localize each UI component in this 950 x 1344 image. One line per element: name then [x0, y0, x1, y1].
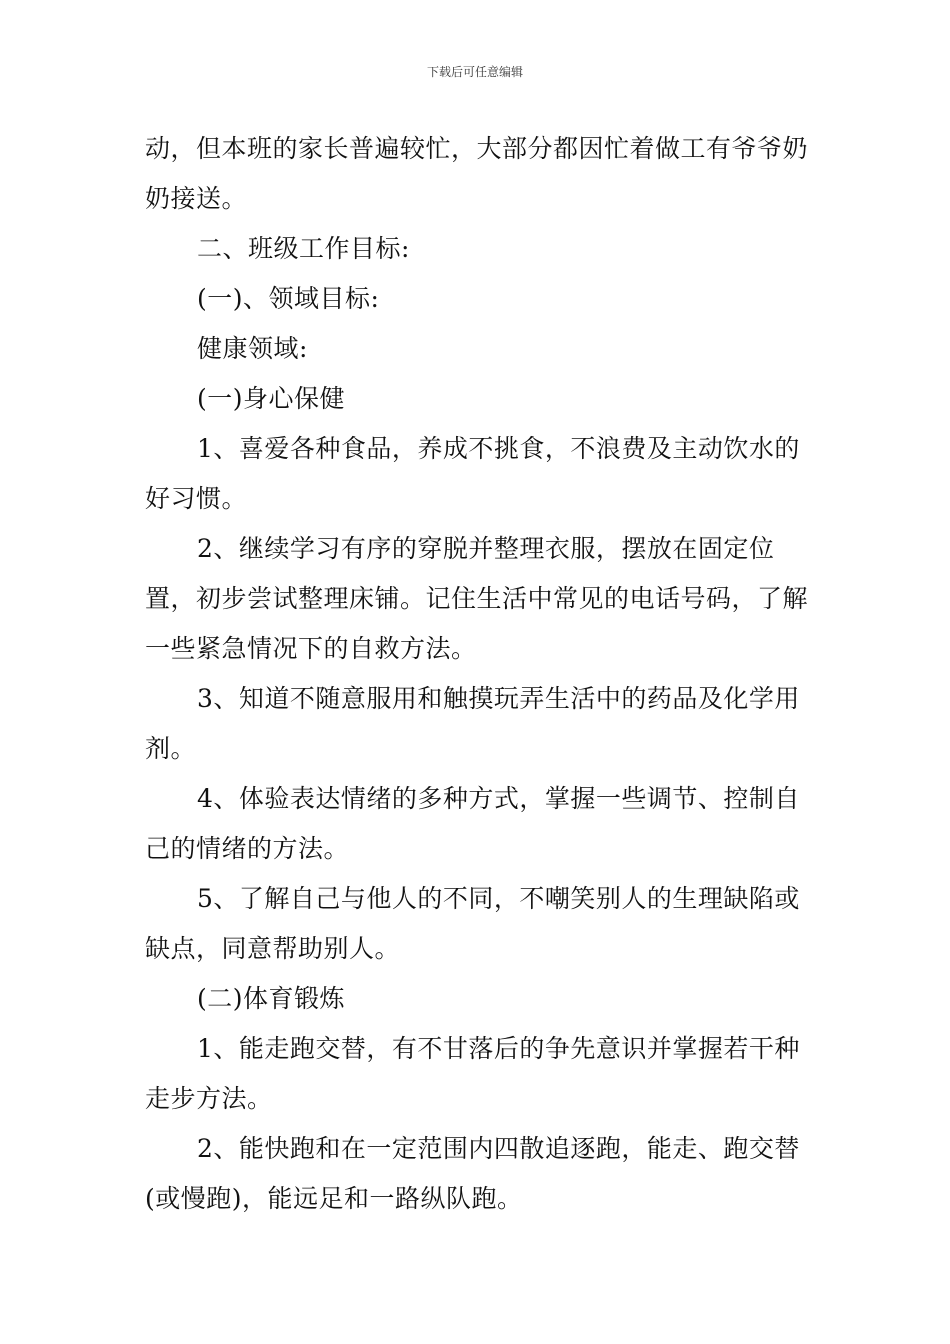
list-item-care-3: 3、知道不随意服用和触摸玩弄生活中的药品及化学用剂。: [145, 684, 800, 763]
subheading-physical-exercise: (二)体育锻炼: [197, 984, 346, 1013]
list-item-care-4: 4、体验表达情绪的多种方式，掌握一些调节、控制自己的情绪的方法。: [145, 784, 800, 863]
subsection-heading-domain-goals: (一)、领域目标:: [197, 284, 380, 313]
list-item-exercise-2: 2、能快跑和在一定范围内四散追逐跑，能走、跑交替(或慢跑)，能远足和一路纵队跑。: [145, 1134, 800, 1213]
list-item-care-5: 5、了解自己与他人的不同，不嘲笑别人的生理缺陷或缺点，同意帮助别人。: [145, 884, 800, 963]
list-item-care-1: 1、喜爱各种食品，养成不挑食，不浪费及主动饮水的好习惯。: [145, 434, 800, 513]
page-header: 下载后可任意编辑: [426, 65, 523, 79]
domain-heading-health: 健康领域:: [197, 334, 308, 363]
paragraph-continuation: 动，但本班的家长普遍较忙，大部分都因忙着做工有爷爷奶奶接送。: [145, 134, 809, 213]
subheading-physical-mental-care: (一)身心保健: [197, 384, 346, 413]
document-body: [145, 124, 810, 1224]
list-item-exercise-1: 1、能走跑交替，有不甘落后的争先意识并掌握若干种走步方法。: [145, 1034, 800, 1113]
list-item-care-2: 2、继续学习有序的穿脱并整理衣服，摆放在固定位置，初步尝试整理床铺。记住生活中常见的电话号码，了解一些紧急情况下的自救方法。: [145, 534, 809, 663]
section-heading-class-goals: 二、班级工作目标:: [197, 234, 410, 263]
